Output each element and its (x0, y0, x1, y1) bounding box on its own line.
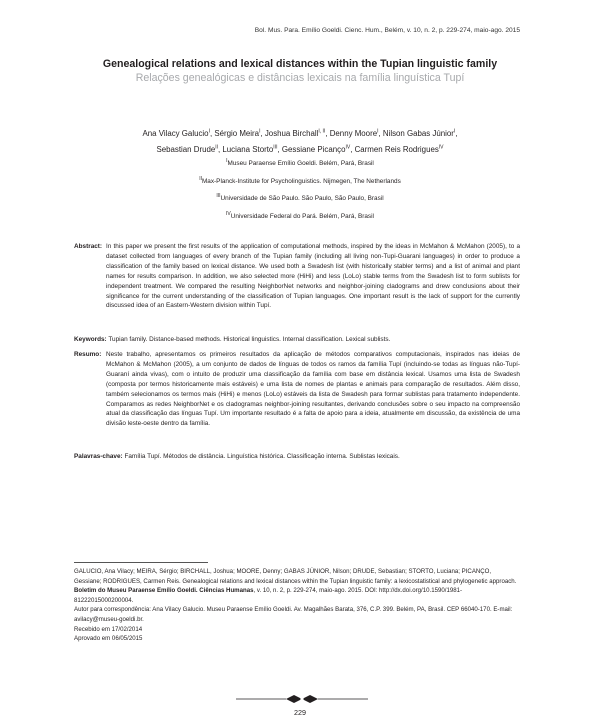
author: Luciana Storto$^{III}$, (222, 144, 282, 155)
author: Denny Moore$^I$, (329, 128, 383, 138)
keywords-text: Tupian family. Distance-based methods. Historical linguistics. Internal classification. Lexical sublists. (108, 336, 391, 343)
abstract (74, 242, 520, 311)
abstract-label: Abstract: (74, 243, 103, 250)
resumo-text: Neste trabalho, apresentamos os primeiros resultados da aplicação de métodos comparativos computacionais, inspirados nas ideias de McMahon & McMahon (2005), a um conjunto de dados de línguas de todos os ramos da família Tupí (incluindo-se todas as línguas não-Tupí-Guaraní ainda vivas), com o intuito de produzir uma classificação da família com base em distância lexical. Usamos uma lista de Swadesh (composta por termos historicamente mais estáveis) e uma lista de nomes de plantas e animais para comparação de resultados. Além disso, também selecionamos os termos mais (HiHi) e menos (LoLo) estáveis da lista de Swadesh para formar sublistas para tratamento independente. Comparamos as redes NeighborNet e os cladogramas neighbor-joining resultantes, derivando conclusões sobre o seu impacto na compreensão atual da classificação das línguas Tupí. Um importante resultado é a falta de apoio para a ideia, atualmente em discussão, da existência de uma divisão leste-oeste dentro da família. (106, 351, 520, 428)
author: Carmen Reis Rodrigues$^{IV}$ (354, 144, 444, 155)
page-number: 229 (294, 708, 306, 717)
affiliation: $^I$Museu Paraense Emílio Goeldi. Belém, Pará, Brasil (226, 158, 374, 168)
author: Gessiane Picanço$^{IV}$, (281, 144, 355, 155)
approved-date: Aprovado em 06/05/2015 (74, 635, 143, 643)
palavras-chave-label: Palavras-chave: (74, 453, 123, 460)
author: Ana Vilacy Galucio$^I$, (142, 128, 215, 138)
author-line-1 (70, 124, 530, 141)
title-english: Genealogical relations and lexical distances within the Tupian linguistic family (102, 58, 498, 70)
affiliation: $^{III}$Universidade de São Paulo. São Paulo, São Paulo, Brasil (216, 193, 384, 203)
author: Sebastian Drude$^{II}$, (156, 144, 223, 155)
citation: GALUCIO, Ana Vilacy; MEIRA, Sérgio; BIRCHALL, Joshua; MOORE, Denny; GABAS JÚNIOR, Nilson; DRUDE, Sebastian; STORTO, Luciana; PICANÇO, Gessiane; RODRIGUES, Carmen Reis. Genealogical relations and lexical distances within the Tupian linguistic family: a lexicostatistical and phylogenetic approach. Boletim do Museu Paraense Emílio Goeldi. Ciências Humanas, v. 10, n. 2, p. 229-274, maio-ago. 2015. DOI: http://dx.doi.org/10.1590/1981-81222015000200004. (74, 568, 517, 604)
resumo-label: Resumo: (74, 351, 102, 358)
author-list (70, 124, 530, 157)
affiliation: $^{IV}$Universidade Federal do Pará. Belém, Pará, Brasil (226, 211, 374, 221)
keywords (74, 335, 520, 345)
palavras-chave-text: Família Tupí. Métodos de distância. Linguística histórica. Classificação interna. Sublistas lexicais. (124, 453, 400, 460)
running-header: Bol. Mus. Para. Emílio Goeldi. Cienc. Hum., Belém, v. 10, n. 2, p. 229-274, maio-ago. 2015 (254, 27, 520, 34)
correspondence: Autor para correspondência: Ana Vilacy Galucio. Museu Paraense Emílio Goeldi. Av. Magalhães Barata, 376, C.P. 399. Belém, PA, Brasil. CEP 66040-170. E-mail: avilacy@museu-goeldi.br. (74, 606, 513, 623)
affiliations (70, 154, 530, 225)
ornament-divider (236, 692, 368, 706)
footnote (74, 567, 520, 644)
author: Joshua Birchall$^{I, II}$, (264, 128, 330, 138)
author: Nilson Gabas Júnior$^I$, (382, 128, 458, 138)
author: Sérgio Meira$^I$, (214, 128, 265, 138)
received-date: Recebido em 17/02/2014 (74, 625, 143, 633)
resumo (74, 350, 520, 429)
affiliation: $^{II}$Max-Planck-Institute for Psycholinguistics. Nijmegen, The Netherlands (199, 175, 401, 185)
title-portuguese: Relações genealógicas e distâncias lexicais na família linguística Tupí (135, 72, 465, 84)
abstract-text: In this paper we present the first results of the application of computational methods, inspired by the ideas in McMahon & McMahon (2005), to a dataset collected from languages of every branch of the Tupian family (including all living non-Tupi-Guarani languages) in order to produce a classification of the family based on lexical distance. We used both a Swadesh list (with historically stabler terms) and a list of animal and plant names for results comparison. In addition, we also selected more (HiHi) and less (LoLo) stable terms from the Swadesh list to form sublists for independent treatment. We compared the resulting NeighborNet networks and neighbor-joining cladograms and drew conclusions about their significance for the current understanding of the classification of Tupian languages. One important result is the lack of support for the currently discussed idea of an Eastern-Western division within Tupí. (106, 243, 520, 310)
keywords-label: Keywords: (74, 336, 107, 343)
palavras-chave (74, 452, 520, 462)
footnote-rule (74, 562, 208, 563)
